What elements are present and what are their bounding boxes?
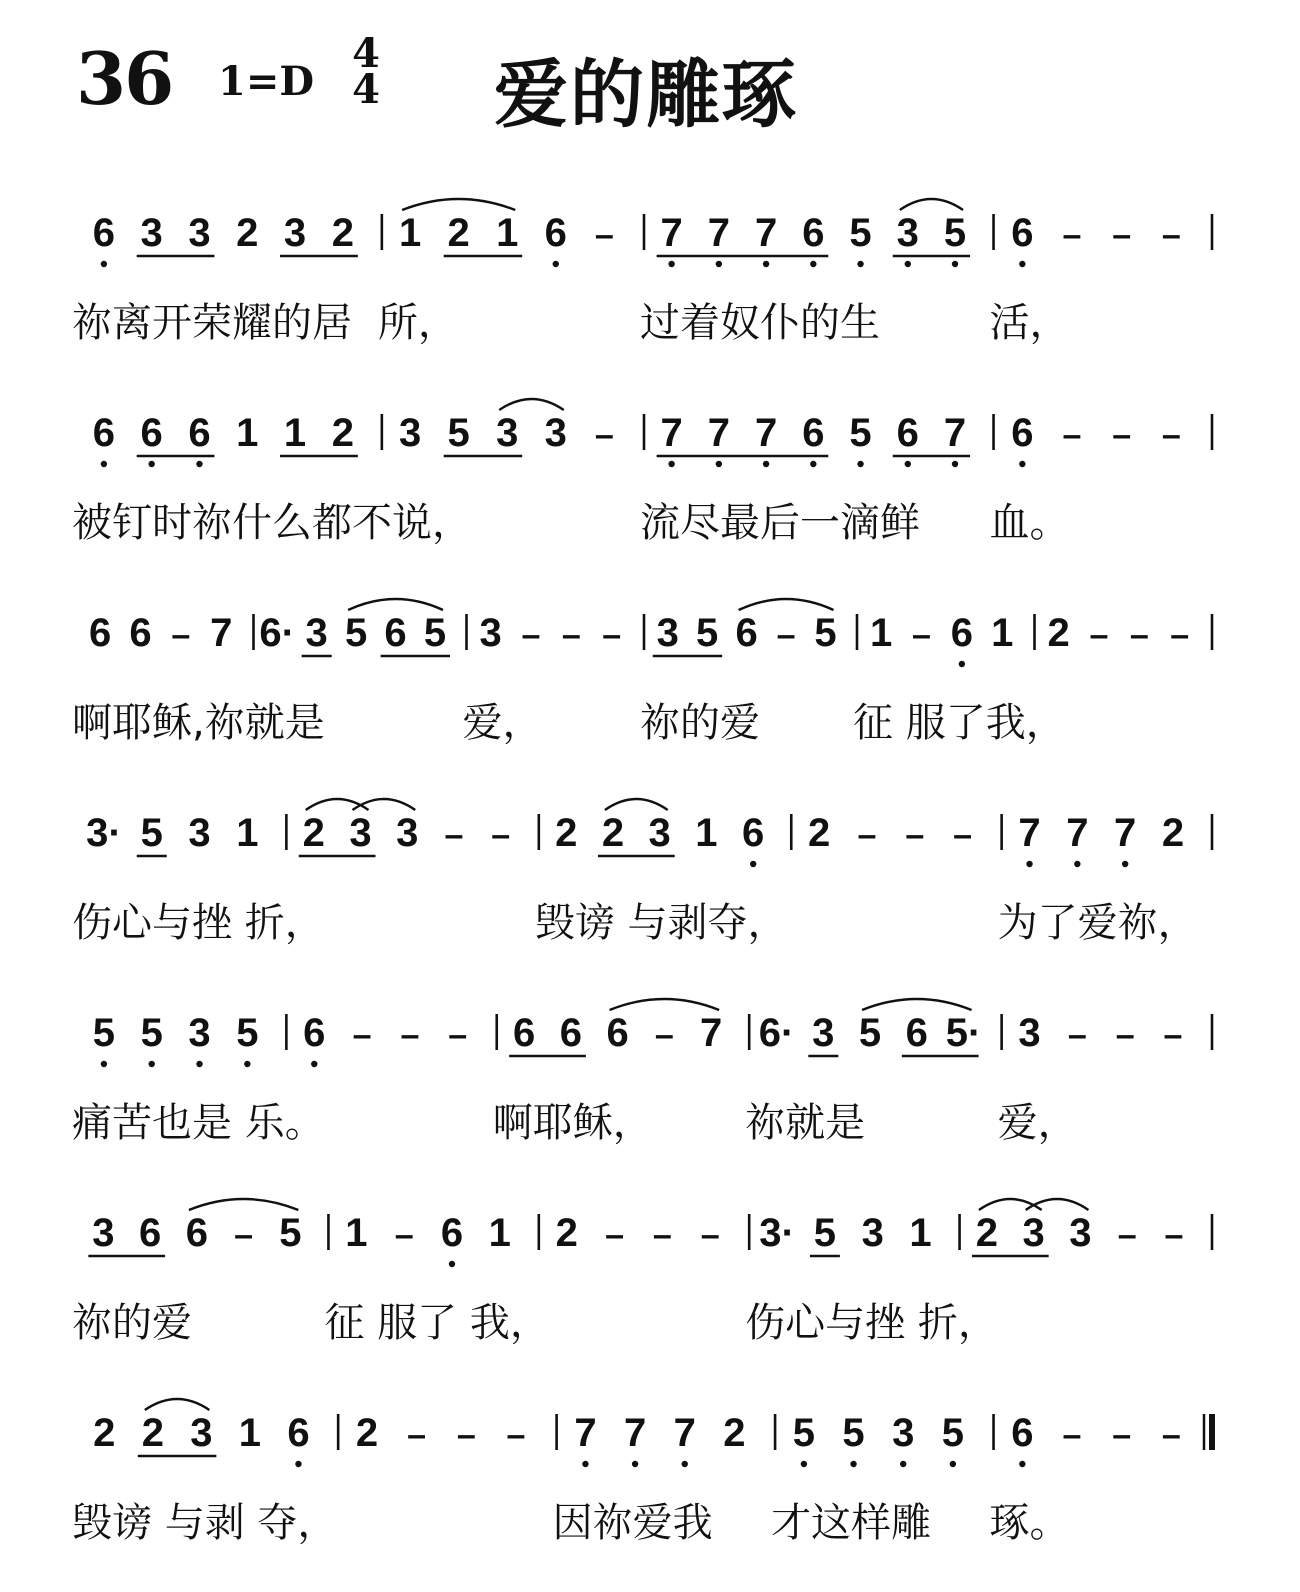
- note: 2: [975, 1211, 999, 1255]
- measure: [657, 199, 970, 267]
- note: 6·: [758, 1011, 795, 1055]
- lyric-text: 祢的爱: [640, 700, 760, 746]
- note: 6: [384, 611, 407, 655]
- note: 2: [236, 211, 259, 255]
- extension-dash: –: [605, 1216, 624, 1254]
- note: 3·: [759, 1211, 795, 1255]
- slur: [402, 199, 515, 210]
- note: 5: [236, 1011, 259, 1055]
- low-octave-dot: [682, 1461, 688, 1467]
- slur: [352, 799, 415, 810]
- extension-dash: –: [1112, 1416, 1132, 1454]
- extension-dash: –: [561, 616, 581, 654]
- low-octave-dot: [1019, 261, 1025, 267]
- note: 6: [89, 611, 112, 655]
- note: 3: [812, 1011, 835, 1055]
- note: 6: [92, 411, 116, 455]
- note: 7: [574, 1411, 597, 1455]
- extension-dash: –: [1164, 1216, 1184, 1254]
- extension-dash: –: [1117, 1216, 1137, 1254]
- extension-dash: –: [1112, 416, 1132, 454]
- note: 3: [544, 411, 567, 455]
- note: 6: [802, 211, 825, 255]
- measure: [93, 211, 358, 267]
- note: 3: [188, 211, 211, 255]
- note: 3: [140, 211, 163, 255]
- note: 1: [496, 211, 519, 255]
- note: 6: [92, 211, 116, 255]
- note: 5: [92, 1011, 116, 1055]
- measure: [1018, 1011, 1182, 1055]
- note: 7: [1018, 811, 1041, 855]
- note: 6: [185, 1211, 208, 1255]
- measure: [93, 1399, 309, 1467]
- score-line: [72, 1199, 1212, 1346]
- extension-dash: –: [1062, 1416, 1082, 1454]
- low-octave-dot: [632, 1461, 638, 1467]
- low-octave-dot: [716, 461, 722, 467]
- note: 5: [344, 611, 368, 655]
- note: 7: [210, 611, 233, 655]
- note: 3: [896, 211, 919, 255]
- score-line: [72, 399, 1212, 546]
- note: 3: [861, 1211, 884, 1255]
- extension-dash: –: [521, 616, 541, 654]
- low-octave-dot: [801, 1461, 807, 1467]
- measure: [793, 1411, 964, 1467]
- extension-dash: –: [652, 1216, 672, 1254]
- lyric-text: 爱，: [997, 1100, 1078, 1146]
- extension-dash: –: [1067, 1016, 1087, 1054]
- note: 7: [754, 411, 778, 455]
- lyric-text: 啊耶稣，: [492, 1100, 653, 1146]
- note: 5: [943, 211, 967, 255]
- note: 2: [141, 1411, 164, 1455]
- lyric-text: 流尽最后一滴鲜: [640, 500, 920, 546]
- note: 2: [723, 1411, 746, 1455]
- extension-dash: –: [1062, 416, 1082, 454]
- note: 2: [601, 811, 625, 855]
- low-octave-dot: [810, 261, 816, 267]
- measure: [1011, 211, 1181, 267]
- low-octave-dot: [149, 1061, 155, 1067]
- low-octave-dot: [810, 461, 816, 467]
- slur: [499, 399, 564, 410]
- slur: [189, 1199, 298, 1210]
- extension-dash: –: [1161, 1416, 1181, 1454]
- low-octave-dot: [582, 1461, 588, 1467]
- low-octave-dot: [950, 1461, 956, 1467]
- note: 1: [398, 211, 422, 255]
- measure: [399, 399, 614, 456]
- note: 1: [909, 1211, 932, 1255]
- time-signature-bottom: 4: [352, 66, 380, 113]
- measure: [870, 611, 1013, 667]
- note: 7: [660, 411, 683, 455]
- extension-dash: –: [1129, 616, 1149, 654]
- note: 6: [742, 811, 765, 855]
- measure: [1018, 811, 1184, 867]
- note: 2: [302, 811, 325, 855]
- low-octave-dot: [952, 461, 958, 467]
- note: 3: [1069, 1211, 1092, 1255]
- lyric-text: 爱，: [462, 700, 543, 746]
- note: 3: [656, 611, 679, 655]
- extension-dash: –: [594, 216, 614, 254]
- note: 3: [283, 211, 307, 255]
- low-octave-dot: [668, 261, 674, 267]
- lyric-text: 才这样雕: [771, 1500, 932, 1546]
- note: 1: [236, 811, 259, 855]
- slur: [739, 599, 834, 610]
- measure: [555, 799, 764, 867]
- note: 2: [93, 1411, 116, 1455]
- low-octave-dot: [905, 461, 911, 467]
- song-title: 爱的雕琢: [494, 52, 798, 138]
- low-octave-dot: [857, 461, 863, 467]
- note: 6: [802, 411, 825, 455]
- measure: [653, 599, 837, 656]
- measure: [299, 799, 510, 856]
- slur: [610, 999, 719, 1010]
- low-octave-dot: [196, 461, 202, 467]
- measure: [1048, 611, 1190, 655]
- score-line: [72, 1399, 1212, 1546]
- lyric-text: 因祢爱我: [552, 1500, 713, 1546]
- note: 3: [188, 811, 211, 855]
- key-signature: 1=D: [218, 58, 315, 105]
- extension-dash: –: [1161, 216, 1181, 254]
- note: 3: [496, 411, 519, 455]
- note: 5: [447, 411, 470, 455]
- low-octave-dot: [668, 461, 674, 467]
- measure: [259, 599, 450, 656]
- measure: [509, 999, 722, 1056]
- score-line: [72, 199, 1212, 346]
- extension-dash: –: [700, 1216, 720, 1254]
- measure: [356, 1411, 526, 1455]
- note: 5: [696, 611, 719, 655]
- low-octave-dot: [1074, 861, 1080, 867]
- note: 1: [991, 611, 1014, 655]
- note: 6: [188, 411, 211, 455]
- note: 1: [238, 1411, 262, 1455]
- lyric-text: 毁谤 与剥夺，: [534, 900, 788, 946]
- note: 6: [606, 1011, 629, 1055]
- extension-dash: –: [444, 816, 464, 854]
- note: 1: [283, 411, 307, 455]
- note: 5: [842, 1411, 865, 1455]
- note: 3: [648, 811, 671, 855]
- extension-dash: –: [506, 1416, 526, 1454]
- note: 3: [479, 611, 502, 655]
- low-octave-dot: [449, 1261, 455, 1267]
- slur: [1026, 1199, 1089, 1210]
- slur: [605, 799, 668, 810]
- low-octave-dot: [196, 1061, 202, 1067]
- note: 3: [1018, 1011, 1041, 1055]
- lyric-text: 被钉时祢什么都不说，: [72, 500, 472, 546]
- low-octave-dot: [952, 261, 958, 267]
- extension-dash: –: [1161, 416, 1181, 454]
- measure: [574, 1411, 745, 1467]
- low-octave-dot: [900, 1461, 906, 1467]
- lyric-text: 伤心与挫 折，: [72, 900, 325, 946]
- slur: [862, 999, 971, 1010]
- note: 5: [849, 411, 872, 455]
- note: 2: [1161, 811, 1185, 855]
- extension-dash: –: [491, 816, 511, 854]
- measure: [1011, 1411, 1181, 1467]
- note: 1: [345, 1211, 368, 1255]
- note: 5: [423, 611, 447, 655]
- note: 3: [1022, 1211, 1045, 1255]
- lyric-text: 毁谤 与剥 夺，: [72, 1500, 338, 1546]
- note: 7: [623, 1411, 647, 1455]
- extension-dash: –: [448, 1016, 468, 1054]
- note: 5: [140, 1011, 163, 1055]
- low-octave-dot: [1026, 861, 1032, 867]
- low-octave-dot: [295, 1461, 301, 1467]
- low-octave-dot: [763, 461, 769, 467]
- note: 2: [447, 211, 470, 255]
- note: 6: [129, 611, 152, 655]
- measure: [759, 1211, 931, 1256]
- note: 3: [92, 1211, 115, 1255]
- measure: [88, 1199, 301, 1256]
- note: 7: [660, 211, 683, 255]
- note: 3: [190, 1411, 213, 1455]
- lyric-text: 祢离开荣耀的居: [72, 300, 352, 346]
- note: 6: [950, 611, 973, 655]
- note: 3: [188, 1011, 211, 1055]
- score-line: [72, 799, 1212, 946]
- low-octave-dot: [311, 1061, 317, 1067]
- time-signature-top: 4: [352, 30, 380, 77]
- extension-dash: –: [352, 1016, 372, 1054]
- lyric-text: 琢。: [989, 1500, 1070, 1546]
- lyric-text: 祢的爱: [72, 1300, 192, 1346]
- extension-dash: –: [171, 616, 191, 654]
- note: 6: [287, 1411, 310, 1455]
- extension-dash: –: [1170, 616, 1190, 654]
- low-octave-dot: [101, 1061, 107, 1067]
- extension-dash: –: [912, 616, 931, 654]
- low-octave-dot: [750, 861, 756, 867]
- lyric-text: 活，: [989, 300, 1070, 346]
- low-octave-dot: [1122, 861, 1128, 867]
- note: 7: [707, 411, 730, 455]
- extension-dash: –: [905, 816, 925, 854]
- lyric-text: 征 服了 我，: [324, 1300, 550, 1346]
- note: 1: [236, 411, 259, 455]
- note: 7: [943, 411, 967, 455]
- measure: [759, 999, 982, 1056]
- low-octave-dot: [148, 461, 154, 467]
- note: 6: [896, 411, 919, 455]
- note: 3: [398, 411, 422, 455]
- extension-dash: –: [234, 1216, 254, 1254]
- extension-dash: –: [953, 816, 973, 854]
- note: 5: [849, 211, 872, 255]
- note: 5: [813, 1211, 837, 1255]
- note: 2: [808, 811, 831, 855]
- note: 6: [440, 1211, 464, 1255]
- slur: [348, 599, 443, 610]
- low-octave-dot: [101, 461, 107, 467]
- song-number: 36: [76, 36, 173, 121]
- measure: [556, 1211, 720, 1255]
- low-octave-dot: [1019, 461, 1025, 467]
- note: 2: [331, 211, 354, 255]
- measure: [303, 1011, 467, 1067]
- note: 1: [488, 1211, 511, 1255]
- extension-dash: –: [394, 1216, 414, 1254]
- low-octave-dot: [857, 261, 863, 267]
- low-octave-dot: [1019, 1461, 1025, 1467]
- note: 2: [555, 1211, 578, 1255]
- note: 6: [303, 1011, 326, 1055]
- low-octave-dot: [905, 261, 911, 267]
- note: 5: [858, 1011, 882, 1055]
- extension-dash: –: [1112, 216, 1132, 254]
- measure: [808, 811, 972, 855]
- low-octave-dot: [763, 261, 769, 267]
- lyric-text: 征 服了我，: [853, 700, 1066, 746]
- note: 6: [140, 411, 163, 455]
- note: 2: [1047, 611, 1070, 655]
- measure: [86, 811, 258, 856]
- note: 3: [349, 811, 372, 855]
- note: 7: [754, 211, 778, 255]
- score-line: [72, 599, 1212, 746]
- note: 6: [735, 611, 758, 655]
- lyric-text: 所，: [377, 300, 458, 346]
- note: 1: [695, 811, 718, 855]
- score-line: [72, 999, 1212, 1146]
- note: 6·: [259, 611, 296, 655]
- note: 5: [279, 1211, 302, 1255]
- lyric-text: 祢就是: [745, 1100, 866, 1146]
- measure: [972, 1199, 1183, 1256]
- slur: [145, 1399, 210, 1410]
- extension-dash: –: [857, 816, 877, 854]
- lyric-text: 血。: [989, 500, 1070, 546]
- slur: [900, 199, 963, 210]
- note: 6: [559, 1011, 582, 1055]
- extension-dash: –: [407, 1416, 427, 1454]
- low-octave-dot: [716, 261, 722, 267]
- extension-dash: –: [1089, 616, 1109, 654]
- note: 7: [1066, 811, 1089, 855]
- lyric-text: 过着奴仆的生: [640, 300, 880, 346]
- extension-dash: –: [400, 1016, 420, 1054]
- measure: [1011, 411, 1181, 467]
- measure: [399, 199, 614, 267]
- note: 3: [892, 1411, 915, 1455]
- note: 6: [905, 1011, 928, 1055]
- extension-dash: –: [776, 616, 796, 654]
- note: 5: [941, 1411, 964, 1455]
- extension-dash: –: [602, 616, 622, 654]
- measure: [93, 1011, 259, 1067]
- low-octave-dot: [850, 1461, 856, 1467]
- low-octave-dot: [553, 261, 559, 267]
- note: 5: [140, 811, 163, 855]
- extension-dash: –: [594, 416, 614, 454]
- note: 5·: [945, 1011, 982, 1055]
- low-octave-dot: [959, 661, 965, 667]
- note: 6: [1011, 411, 1034, 455]
- note: 1: [870, 611, 893, 655]
- note: 6: [138, 1211, 162, 1255]
- low-octave-dot: [101, 261, 107, 267]
- note: 7: [707, 211, 730, 255]
- note: 6: [1011, 1411, 1034, 1455]
- note: 6: [1011, 211, 1034, 255]
- note: 6: [512, 1011, 536, 1055]
- measure: [480, 611, 622, 655]
- note: 7: [699, 1011, 723, 1055]
- lyric-text: 伤心与挫 折，: [745, 1300, 998, 1346]
- measure: [89, 611, 232, 655]
- lyric-text: 痛苦也是 乐。: [72, 1100, 325, 1146]
- lyric-text: 为了爱祢，: [997, 900, 1198, 946]
- note: 7: [1114, 811, 1137, 855]
- measure: [345, 1211, 511, 1267]
- note: 5: [792, 1411, 816, 1455]
- note: 2: [331, 411, 354, 455]
- note: 7: [673, 1411, 696, 1455]
- extension-dash: –: [456, 1416, 476, 1454]
- note: 3: [396, 811, 419, 855]
- measure: [93, 411, 358, 467]
- note: 2: [555, 811, 578, 855]
- measure: [657, 411, 970, 467]
- note: 6: [544, 211, 567, 255]
- low-octave-dot: [244, 1061, 250, 1067]
- extension-dash: –: [1115, 1016, 1135, 1054]
- lyric-text: 啊耶稣,祢就是: [72, 700, 325, 746]
- extension-dash: –: [654, 1016, 674, 1054]
- extension-dash: –: [1163, 1016, 1183, 1054]
- note: 3: [305, 611, 328, 655]
- note: 5: [814, 611, 837, 655]
- note: 2: [355, 1411, 379, 1455]
- extension-dash: –: [1062, 216, 1082, 254]
- note: 3·: [86, 811, 122, 855]
